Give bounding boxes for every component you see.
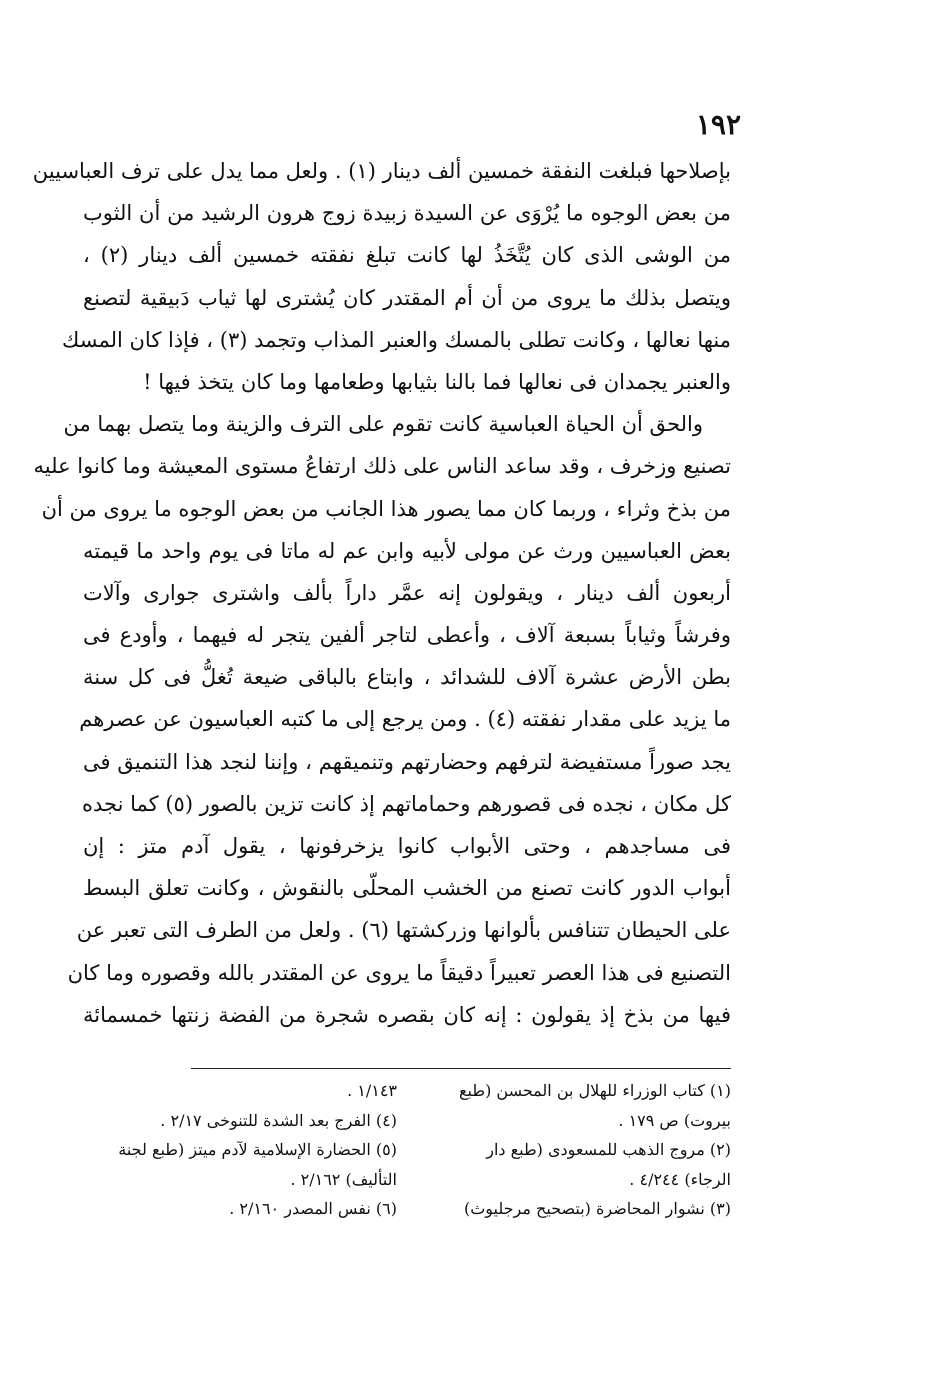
footnote-line: التأليف) ٢/١٦٢ . [290,1169,397,1189]
text-line: منها نعالها ، وكانت تطلى بالمسك والعنبر المذاب وتجمد (٣) ، فإذا كان المسك [62,327,731,352]
text-line: أربعون ألف دينار ، ويقولون إنه عمَّر داراً بألف واشترى جوارى وآلات [83,580,731,605]
text-line: بعض العباسيين ورث عن مولى لأبيه وابن عم له ماتا فى يوم واحد ما قيمته [83,538,731,563]
footnotes-left-column [87,1076,397,1224]
text-line: ما يزيد على مقدار نفقته (٤) . ومن يرجع إلى ما كتبه العباسيون عن عصرهم [79,707,731,732]
text-line: تصنيع وزخرف ، وقد ساعد الناس على ذلك ارتفاعُ مستوى المعيشة وما كانوا عليه [33,454,731,479]
text-line: فى مساجدهم ، وحتى الأبواب كانوا يزخرفونها ، يقول آدم متز : إن [83,834,731,858]
footnote-line: الرجاء) ٤/٢٤٤ . [629,1169,731,1189]
footnotes-right-column [421,1076,731,1224]
page-number: ١٩٢ [695,108,741,141]
text-line: بطن الأرض عشرة آلاف للشدائد ، وابتاع بالباقى ضيعة تُغلُّ فى كل سنة [83,665,731,690]
text-line: التصنيع فى هذا العصر تعبيراً دقيقاً ما يروى عن المقتدر بالله وقصوره وما كان [67,960,731,985]
text-line: من الوشى الذى كان يُتَّخَذُ لها كانت تبلغ نفقته خمسين ألف دينار (٢) ، [83,243,731,268]
text-line: كل مكان ، نجده فى قصورهم وحماماتهم إذ كانت تزين بالصور (٥) كما نجده [82,791,731,816]
footnote-line: (٦) نفس المصدر ٢/١٦٠ . [229,1199,397,1218]
footnote-line: (٤) الفرج بعد الشدة للتنوخى ٢/١٧ . [160,1110,397,1130]
text-line: على الحيطان تتنافس بألوانها وزركشتها (٦) . ولعل من الطرف التى تعبر عن [76,918,731,943]
text-line: من بعض الوجوه ما يُرْوَى عن السيدة زبيدة زوج هرون الرشيد من أن الثوب [83,201,731,226]
text-line: ويتصل بذلك ما يروى من أن أم المقتدر كان يُشترى لها ثياب دَبيقية لتصنع [83,285,731,310]
text-line: يجد صوراً مستفيضة لترفهم وحضارتهم وتنميقهم ، وإننا لنجد هذا التنميق فى [83,749,731,774]
text-line: والحق أن الحياة العباسية كانت تقوم على الترف والزينة وما يتصل بهما من [63,412,703,437]
footnote-line: (١) كتاب الوزراء للهلال بن المحسن (طبع [458,1081,731,1100]
footnote-line: (٥) الحضارة الإسلامية لآدم ميتز (طبع لجنة [118,1140,397,1159]
text-line: أبواب الدور كانت تصنع من الخشب المحلّى بالنقوش ، وكانت تعلق البسط [83,876,731,901]
text-line: فيها من بذخ إذ يقولون : إنه كان بقصره شجرة من الفضة زنتها خمسمائة [83,1002,731,1027]
footnote-line: بيروت) ص ١٧٩ . [618,1110,731,1130]
text-line: بإصلاحها فبلغت النفقة خمسين ألف دينار (١) . ولعل مما يدل على ترف العباسيين [32,159,731,183]
footnote-line: (٢) مروج الذهب للمسعودى (طبع دار [486,1140,731,1159]
text-line: من بذخ وثراء ، وربما كان مما يصور هذا الجانب من بعض الوجوه ما يروى من أن [41,496,731,521]
body-text [32,150,731,1036]
footnote-separator [191,1068,731,1069]
footnote-line: (٣) نشوار المحاضرة (بتصحيح مرجليوث) [463,1199,731,1218]
text-line: والعنبر يجمدان فى نعالها فما بالنا بثيابها وطعامها وما كان يتخذ فيها ! [143,369,731,394]
footnote-line: ١/١٤٣ . [347,1081,397,1100]
text-line: وفرشاً وثياباً بسبعة آلاف ، وأعطى لتاجر ألفين يتجر له فيهما ، وأودع فى [83,623,731,648]
